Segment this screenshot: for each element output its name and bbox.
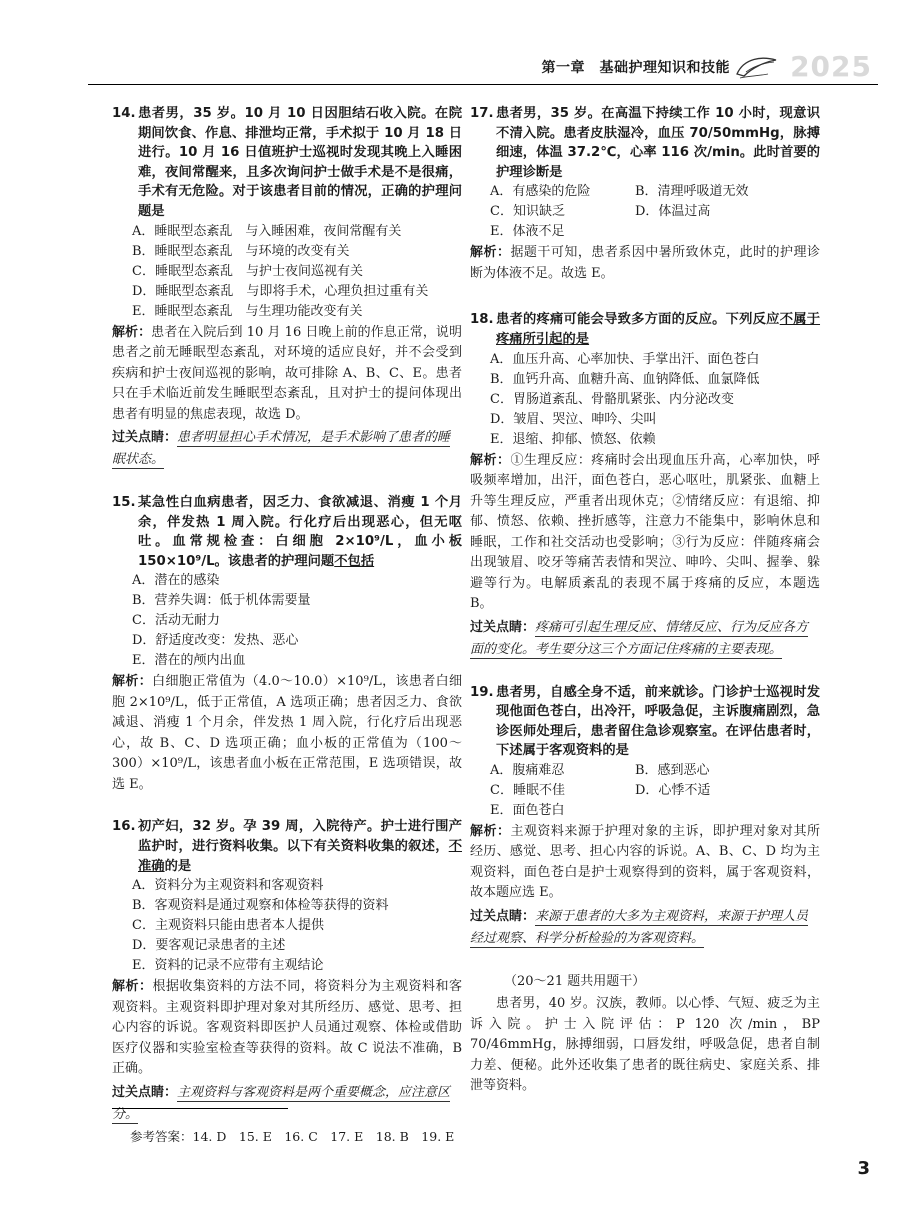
question-number: 17. <box>470 106 494 121</box>
analysis <box>470 451 820 615</box>
key-point-label: 过关点睛： <box>112 1084 178 1100</box>
key-point-label: 过关点睛： <box>470 908 536 924</box>
key-point-text: 疼痛可引起生理反应、情绪反应、行为反应各方面的变化。考生要分这三个方面记住疼痛的主要表现。 <box>470 619 809 657</box>
option-e: E．体液不足 <box>490 224 565 240</box>
question-17 <box>470 104 820 284</box>
option-e: E．睡眠型态紊乱 与生理功能改变有关 <box>132 303 363 319</box>
stem-text: 初产妇，32 岁。孕 39 周，入院待产。护士进行围产监护时，进行资料收集。以下有关资料收集的叙述， <box>138 819 462 855</box>
analysis-label: 解析： <box>470 823 511 839</box>
question-stem: 患者男，35 岁。在高温下持续工作 10 小时，现意识不清入院。患者皮肤湿冷，血压 70/50mmHg，脉搏细速，体温 37.2℃，心率 116 次/min。此时首要的护理诊断是 <box>496 106 820 180</box>
option-c: C．胃肠道紊乱、骨骼肌紧张、内分泌改变 <box>490 391 734 407</box>
leaf-logo-icon <box>734 54 780 80</box>
question-16 <box>112 817 462 1125</box>
analysis-label: 解析： <box>112 324 152 340</box>
stem-text: 患者的疼痛可能会导致多方面的反应。下列反应 <box>496 312 780 328</box>
option-c: C．睡眠不佳 <box>490 782 565 798</box>
option-d: D．心悸不适 <box>635 782 711 798</box>
analysis <box>470 822 820 904</box>
option-e: E．面色苍白 <box>490 802 565 818</box>
option-b: B．感到恶心 <box>635 762 710 778</box>
question-number: 14. <box>112 106 136 121</box>
question-15 <box>112 493 462 795</box>
option-b: B．客观资料是通过观察和体检等获得的资料 <box>132 898 389 914</box>
year-watermark: 2025 <box>790 50 872 83</box>
analysis <box>112 977 462 1080</box>
question-number: 15. <box>112 495 136 511</box>
key-point-label: 过关点睛： <box>470 619 536 635</box>
analysis-label: 解析： <box>112 979 153 995</box>
option-c: C．活动无耐力 <box>132 613 220 629</box>
question-19 <box>470 683 820 950</box>
page-header <box>0 50 900 84</box>
shared-stem-title: （20～21 题共用题干） <box>504 973 646 989</box>
key-point <box>112 1082 462 1126</box>
key-point-text: 主观资料与客观资料是两个重要概念，应注意区分。 <box>112 1084 451 1122</box>
key-point <box>470 906 820 950</box>
option-a: A．有感染的危险 <box>490 184 591 200</box>
right-column <box>470 104 820 1097</box>
analysis-text: 根据收集资料的方法不同，将资料分为主观资料和客观资料。主观资料即护理对象对其所经历、感觉、思考、担心内容的诉说。客观资料即医护人员通过观察、体检或借助医疗仪器和实验室检查等获得的资料。故 C 说法不准确，B 正确。 <box>112 979 462 1077</box>
stem-emphasis: 不准确 <box>138 839 462 874</box>
option-e: E．潜在的颅内出血 <box>132 653 246 669</box>
analysis-label: 解析： <box>470 245 511 261</box>
option-a: A．资料分为主观资料和客观资料 <box>132 878 324 894</box>
analysis-text: 白细胞正常值为（4.0～10.0）×10⁹/L，该患者白细胞 2×10⁹/L，低于正常值，A 选项正确；患者因乏力、食欲减退、消瘦 1 个月余，伴发热 1 周入院，行化疗后出现恶心，故 B、C、D 选项正确；血小板的正常值为（100～300）×10⁹/L，该患者血小板在正常范围，E 选项错误，故选 E。 <box>112 674 462 792</box>
option-row <box>470 202 820 222</box>
key-point <box>112 427 462 471</box>
shared-stem-body: 患者男，40 岁。汉族，教师。以心悸、气短、疲乏为主诉入院。护士入院评估：P 120 次/min，BP 70/46mmHg，脉搏细弱，口唇发绀，呼吸急促，患者自制力差、便秘。此外还收集了患者的既往病史、家庭关系、排泄等资料。 <box>470 996 820 1094</box>
question-stem <box>138 817 462 876</box>
stem-text-end: 的是 <box>164 858 192 874</box>
analysis-text: ①生理反应：疼痛时会出现血压升高，心率加快，呼吸频率增加，出汗，面色苍白，恶心呕吐，肌紧张、血糖上升等生理反应，严重者出现休克；②情绪反应：有退缩、抑郁、愤怒、依赖、挫折感等，注意力不能集中，影响休息和睡眠，工作和社交活动也受影响；③行为反应：伴随疼痛会出现皱眉、咬牙等痛苦表情和哭泣、呻吟、尖叫、握拳、躲避等行为。电解质紊乱的表现不属于疼痛的反应，本题选 B。 <box>470 452 820 612</box>
option-d: D．舒适度改变：发热、恶心 <box>132 633 299 649</box>
left-column <box>112 104 462 1148</box>
question-stem <box>138 493 462 571</box>
analysis <box>112 672 462 795</box>
key-point-text: 患者明显担心手术情况，是手术影响了患者的睡眠状态。 <box>112 430 451 468</box>
chapter-title: 第一章 基础护理知识和技能 <box>541 60 730 76</box>
analysis <box>112 323 462 426</box>
shared-stem <box>470 972 820 1097</box>
stem-emphasis: 不包括 <box>334 553 375 569</box>
footnote-rule <box>112 1108 288 1109</box>
stem-emphasis: 不属于疼痛所引起的是 <box>496 312 821 347</box>
question-stem <box>496 310 820 349</box>
answer-key: 参考答案：14. D 15. E 16. C 17. E 18. B 19. E <box>130 1129 455 1144</box>
question-number: 18. <box>470 312 494 328</box>
option-e: E．资料的记录不应带有主观结论 <box>132 958 324 974</box>
option-c: C．知识缺乏 <box>490 204 565 220</box>
page-number: 3 <box>857 1158 870 1179</box>
stem-text: 某急性白血病患者，因乏力、食欲减退、消瘦 1 个月余，伴发热 1 周入院。行化疗后出现恶心，但无呕吐。血常规检查：白细胞 2×10⁹/L，血小板 150×10⁹/L。该患者的护理问题 <box>138 495 462 569</box>
analysis-label: 解析： <box>470 452 511 468</box>
key-point-text: 来源于患者的大多为主观资料，来源于护理人员经过观察、科学分析检验的为客观资料。 <box>470 908 809 946</box>
option-b: B．营养失调：低于机体需要量 <box>132 593 311 609</box>
question-14 <box>112 104 462 471</box>
option-a: A．血压升高、心率加快、手掌出汗、面色苍白 <box>490 351 760 367</box>
option-row <box>470 761 820 781</box>
analysis-label: 解析： <box>112 674 153 690</box>
option-c: C．睡眠型态紊乱 与护士夜间巡视有关 <box>132 263 363 279</box>
analysis <box>470 243 820 284</box>
key-point <box>470 617 820 661</box>
option-d: D．睡眠型态紊乱 与即将手术，心理负担过重有关 <box>132 283 429 299</box>
option-a: A．睡眠型态紊乱 与入睡困难，夜间常醒有关 <box>132 223 402 239</box>
question-number: 19. <box>470 684 494 700</box>
option-d: D．要客观记录患者的主述 <box>132 938 286 954</box>
option-e: E．退缩、抑郁、愤怒、依赖 <box>490 431 656 447</box>
analysis-text: 患者在入院后到 10 月 16 日晚上前的作息正常，说明患者之前无睡眠型态紊乱，对环境的适应良好，并不会受到疾病和护士夜间巡视的影响，故可排除 A、B、C、E。患者只在手术临近前发生睡眠型态紊乱，且对护士的提问体现出患者有明显的焦虑表现，故选 D。 <box>112 324 462 422</box>
option-b: B．清理呼吸道无效 <box>635 184 749 200</box>
option-a: A．腹痛难忍 <box>490 762 565 778</box>
option-b: B．睡眠型态紊乱 与环境的改变有关 <box>132 243 350 259</box>
option-row <box>470 781 820 801</box>
option-a: A．潜在的感染 <box>132 573 220 589</box>
question-stem: 患者男，自感全身不适，前来就诊。门诊护士巡视时发现他面色苍白，出冷汗，呼吸急促，主诉腹痛剧烈，急诊医师处理后，患者留住急诊观察室。在评估患者时，下述属于客观资料的是 <box>496 684 820 759</box>
key-point-label: 过关点睛： <box>112 430 178 446</box>
analysis-text: 主观资料来源于护理对象的主诉，即护理对象对其所经历、感觉、思考、担心内容的诉说。A、B、C、D 均为主观资料，面色苍白是护士观察得到的资料，属于客观资料，故本题应选 E。 <box>470 823 820 901</box>
option-d: D．体温过高 <box>635 204 711 220</box>
header-rule <box>88 84 878 85</box>
option-c: C．主观资料只能由患者本人提供 <box>132 918 324 934</box>
option-d: D．皱眉、哭泣、呻吟、尖叫 <box>490 411 657 427</box>
question-number: 16. <box>112 819 136 835</box>
option-row <box>470 182 820 202</box>
analysis-text: 据题干可知，患者系因中暑所致休克，此时的护理诊断为体液不足。故选 E。 <box>470 245 820 281</box>
option-b: B．血钙升高、血糖升高、血钠降低、血氯降低 <box>490 371 760 387</box>
question-18 <box>470 310 820 660</box>
question-stem: 患者男，35 岁。10 月 10 日因胆结石收入院。在院期间饮食、作息、排泄均正常，手术拟于 10 月 18 日进行。10 月 16 日值班护士巡视时发现其晚上入睡困难，夜间常醒来，且多次询问护士做手术是不是很痛，手术有无危险。对于该患者目前的情况，正确的护理问题是 <box>138 106 462 219</box>
